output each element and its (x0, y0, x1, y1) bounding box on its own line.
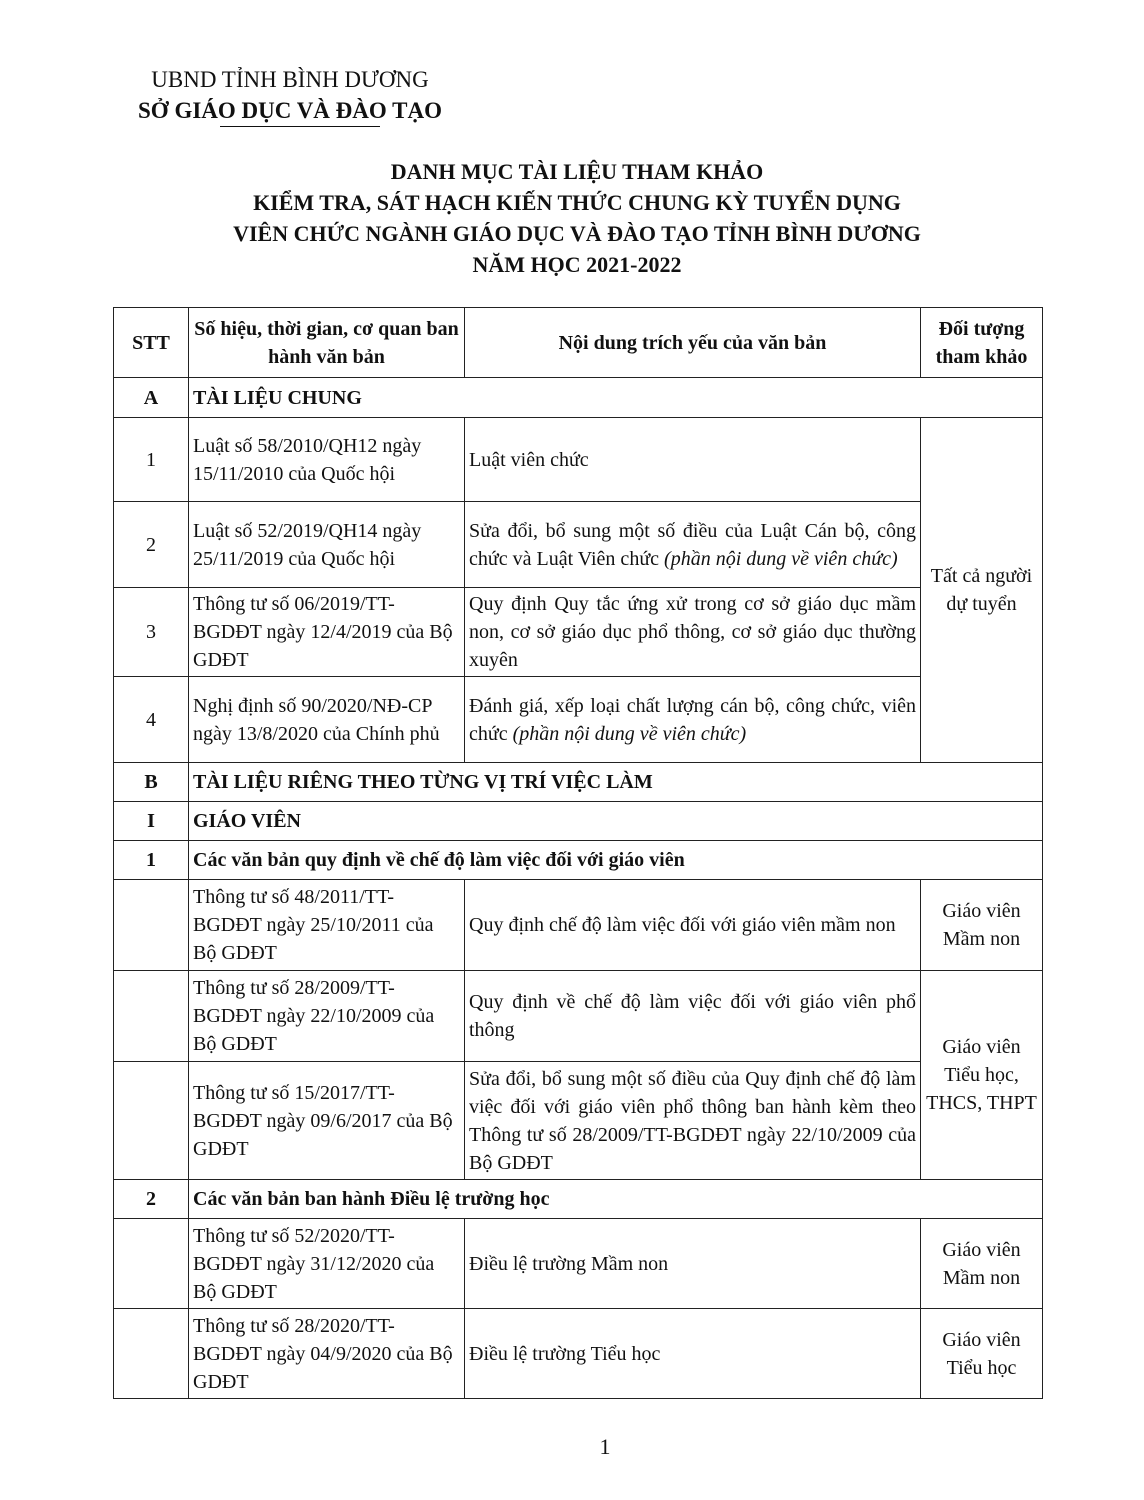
row-doc: Luật số 52/2019/QH14 ngày 25/11/2019 của Quốc hội (189, 502, 465, 588)
row-doc: Thông tư số 06/2019/TT-BGDĐT ngày 12/4/2019 của Bộ GDĐT (189, 588, 465, 677)
section-row (114, 378, 1043, 418)
group-stt: 2 (114, 1180, 189, 1219)
section-stt: I (114, 802, 189, 841)
row-target: Giáo viên Tiểu học, THCS, THPT (921, 971, 1043, 1180)
table-row (114, 677, 1043, 763)
row-content-text: Sửa đổi, bổ sung một số điều của Luật Cán bộ, công chức và Luật Viên chức (469, 519, 916, 570)
table-header-row (114, 308, 1043, 378)
row-content-text: Đánh giá, xếp loại chất lượng cán bộ, công chức, viên chức (469, 694, 916, 745)
row-content: Sửa đổi, bổ sung một số điều của Quy định chế độ làm việc đối với giáo viên phổ thông ban hành kèm theo Thông tư số 28/2009/TT-BGDĐT ngày 22/10/2009 của Bộ GDĐT (465, 1062, 921, 1180)
row-content-note: (phần nội dung về viên chức) (512, 722, 747, 745)
group-label: Các văn bản ban hành Điều lệ trường học (189, 1180, 1043, 1219)
row-doc: Thông tư số 52/2020/TT-BGDĐT ngày 31/12/2020 của Bộ GDĐT (189, 1219, 465, 1309)
row-content (465, 677, 921, 763)
header-stt: STT (114, 308, 189, 378)
header-underline (220, 126, 380, 127)
row-content-text: Quy định Quy tắc ứng xử trong cơ sở giáo dục mầm non, cơ sở giáo dục phổ thông, cơ sở giáo dục thường xuyên (469, 593, 916, 671)
group-stt: 1 (114, 841, 189, 880)
page-number: 1 (599, 1434, 611, 1459)
row-content: Điều lệ trường Mầm non (465, 1219, 921, 1309)
section-label: GIÁO VIÊN (189, 802, 1043, 841)
section-label: TÀI LIỆU CHUNG (189, 378, 1043, 418)
row-content (465, 502, 921, 588)
section-label: TÀI LIỆU RIÊNG THEO TỪNG VỊ TRÍ VIỆC LÀM (189, 763, 1043, 802)
row-stt-empty (114, 1219, 189, 1309)
row-content: Quy định về chế độ làm việc đối với giáo viên phổ thông (465, 971, 921, 1062)
group-label: Các văn bản quy định về chế độ làm việc đối với giáo viên (189, 841, 1043, 880)
table-row (114, 880, 1043, 971)
row-doc: Thông tư số 28/2020/TT-BGDĐT ngày 04/9/2020 của Bộ GDĐT (189, 1309, 465, 1399)
row-content: Quy định chế độ làm việc đối với giáo viên mầm non (465, 880, 921, 971)
section-stt: B (114, 763, 189, 802)
title-line-1: DANH MỤC TÀI LIỆU THAM KHẢO (390, 159, 764, 184)
header-content: Nội dung trích yếu của văn bản (465, 308, 921, 378)
row-stt-empty (114, 880, 189, 971)
table-row (114, 1219, 1043, 1309)
table-row (114, 1309, 1043, 1399)
header-doc: Số hiệu, thời gian, cơ quan ban hành văn bản (189, 308, 465, 378)
row-stt: 4 (114, 677, 189, 763)
row-content-text: Luật viên chức (469, 448, 589, 471)
row-target: Giáo viên Mầm non (921, 1219, 1043, 1309)
row-stt: 2 (114, 502, 189, 588)
table-row (114, 418, 1043, 502)
row-content: Điều lệ trường Tiểu học (465, 1309, 921, 1399)
row-doc: Thông tư số 28/2009/TT-BGDĐT ngày 22/10/2009 của Bộ GDĐT (189, 971, 465, 1062)
section-row (114, 763, 1043, 802)
reference-table (113, 307, 1043, 1399)
table-row (114, 502, 1043, 588)
row-stt-empty (114, 1062, 189, 1180)
row-target: Giáo viên Mầm non (921, 880, 1043, 971)
row-target: Giáo viên Tiểu học (921, 1309, 1043, 1399)
row-content-note: (phần nội dung về viên chức) (664, 547, 898, 570)
title-line-4: NĂM HỌC 2021-2022 (472, 252, 682, 277)
section-row (114, 802, 1043, 841)
row-target: Tất cả người dự tuyển (921, 418, 1043, 763)
section-stt: A (114, 378, 189, 418)
header-target: Đối tượng tham khảo (921, 308, 1043, 378)
row-stt: 1 (114, 418, 189, 502)
row-doc: Luật số 58/2010/QH12 ngày 15/11/2010 của Quốc hội (189, 418, 465, 502)
group-row (114, 841, 1043, 880)
title-line-2: KIỂM TRA, SÁT HẠCH KIẾN THỨC CHUNG KỲ TUYỂN DỤNG (253, 190, 901, 215)
row-stt-empty (114, 1309, 189, 1399)
department-name: SỞ GIÁO DỤC VÀ ĐÀO TẠO (138, 98, 442, 123)
title-line-3: VIÊN CHỨC NGÀNH GIÁO DỤC VÀ ĐÀO TẠO TỈNH BÌNH DƯƠNG (233, 221, 921, 246)
row-content (465, 418, 921, 502)
row-doc: Thông tư số 15/2017/TT-BGDĐT ngày 09/6/2017 của Bộ GDĐT (189, 1062, 465, 1180)
row-stt: 3 (114, 588, 189, 677)
issuing-agency-block (120, 64, 460, 127)
document-title (0, 156, 1144, 280)
agency-name: UBND TỈNH BÌNH DƯƠNG (151, 67, 429, 92)
row-stt-empty (114, 971, 189, 1062)
group-row (114, 1180, 1043, 1219)
row-doc: Nghị định số 90/2020/NĐ-CP ngày 13/8/2020 của Chính phủ (189, 677, 465, 763)
table-row (114, 588, 1043, 677)
table-row (114, 971, 1043, 1062)
table-row (114, 1062, 1043, 1180)
row-doc: Thông tư số 48/2011/TT-BGDĐT ngày 25/10/2011 của Bộ GDĐT (189, 880, 465, 971)
row-content (465, 588, 921, 677)
